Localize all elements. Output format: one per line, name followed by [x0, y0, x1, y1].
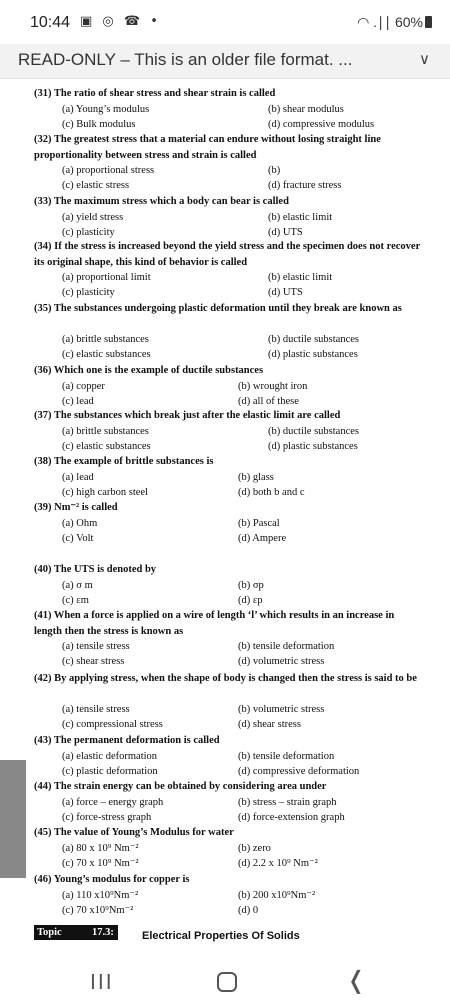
option-a: (a) brittle substances [62, 334, 149, 345]
option-a: (a) brittle substances [62, 426, 149, 437]
status-right [357, 14, 432, 31]
option-b: (b) shear modulus [268, 104, 344, 115]
option-d: (d) compressive modulus [268, 119, 375, 130]
question-text: (43) The permanent deformation is called [34, 735, 220, 746]
option-c: (c) Bulk modulus [62, 119, 136, 130]
option-d: (d) both b and c [238, 487, 305, 498]
option-d: (d) force-extension graph [238, 812, 345, 823]
option-d: (d) volumetric stress [238, 656, 325, 667]
question-text: (40) The UTS is denoted by [34, 564, 157, 575]
question-text: (41) When a force is applied on a wire of length ‘l’ which results in an increase in length then the stress is known as [34, 610, 395, 637]
option-c: (c) elastic substances [62, 441, 151, 452]
option-d: (d) 0 [238, 905, 259, 916]
status-bar [0, 0, 450, 44]
option-c: (c) 70 x 10⁹ Nm⁻² [62, 858, 139, 869]
status-time: 10:44 [30, 14, 71, 31]
topic-label-box [34, 925, 118, 940]
option-b: (b) tensile deformation [238, 641, 335, 652]
option-b: (b) wrought iron [238, 381, 308, 392]
option-d: (d) εp [238, 595, 263, 606]
question-text: (34) If the stress is increased beyond the yield stress and the specimen does not recover its original shape, this kind of behavior is called [34, 241, 421, 268]
question-text: (33) The maximum stress which a body can bear is called [34, 196, 289, 207]
scroll-thumb[interactable] [0, 760, 26, 878]
wifi-signal-icon: ◠ .∣∣ [357, 14, 392, 30]
option-c: (c) plasticity [62, 227, 115, 238]
option-b: (b) σp [238, 580, 264, 591]
question-text: (39) Nm⁻² is called [34, 502, 118, 513]
option-b: (b) volumetric stress [238, 704, 325, 715]
notification-icons: ▣ ◎ ☎ • [80, 14, 161, 29]
option-c: (c) plasticity [62, 287, 115, 298]
chevron-down-icon[interactable]: ∨ [419, 50, 430, 68]
option-b: (b) stress – strain graph [238, 797, 337, 808]
question-text: (45) The value of Young’s Modulus for water [34, 827, 234, 838]
option-a: (a) Ohm [62, 518, 98, 529]
option-c: (c) compressional stress [62, 719, 163, 730]
option-b: (b) elastic limit [268, 212, 333, 223]
topic-number: 17.3: [92, 927, 114, 938]
read-only-banner[interactable] [0, 44, 450, 79]
option-a: (a) tensile stress [62, 704, 130, 715]
option-a: (a) proportional limit [62, 272, 151, 283]
question-text: (35) The substances undergoing plastic deformation until they break are known as [34, 303, 402, 314]
option-c: (c) plastic deformation [62, 766, 158, 777]
option-d: (d) plastic substances [268, 441, 358, 452]
question-text: (42) By applying stress, when the shape of body is changed then the stress is said to be [34, 673, 417, 684]
option-d: (d) fracture stress [268, 180, 342, 191]
option-a: (a) proportional stress [62, 165, 155, 176]
option-d: (d) UTS [268, 287, 303, 298]
question-text: (32) The greatest stress that a material can endure without losing straight line proportionality between stress and strain is called [34, 134, 381, 161]
option-d: (d) UTS [268, 227, 303, 238]
option-b: (b) glass [238, 472, 274, 483]
battery-percent: 60% [394, 14, 423, 30]
option-a: (a) 110 x10⁹Nm⁻² [62, 890, 139, 901]
document-page[interactable] [0, 80, 450, 950]
battery-icon [425, 16, 432, 28]
option-c: (c) lead [62, 396, 94, 407]
option-a: (a) copper [62, 381, 105, 392]
option-a: (a) Young’s modulus [62, 104, 150, 115]
option-b: (b) [268, 165, 281, 176]
navigation-bar [0, 952, 450, 1002]
option-a: (a) 80 x 10⁹ Nm⁻² [62, 843, 139, 854]
banner-text: READ-ONLY – This is an older file format. ... [18, 50, 353, 69]
option-a: (a) lead [62, 472, 94, 483]
option-a: (a) tensile stress [62, 641, 130, 652]
back-button[interactable]: ❬ [346, 966, 367, 994]
option-d: (d) Ampere [238, 533, 287, 544]
question-text: (36) Which one is the example of ductile substances [34, 365, 264, 376]
option-b: (b) ductile substances [268, 426, 359, 437]
option-d: (d) 2.2 x 10⁹ Nm⁻² [238, 858, 318, 869]
option-a: (a) force – energy graph [62, 797, 164, 808]
option-c: (c) εm [62, 595, 89, 606]
question-text: (31) The ratio of shear stress and shear strain is called [34, 88, 276, 99]
option-c: (c) shear stress [62, 656, 125, 667]
option-a: (a) elastic deformation [62, 751, 158, 762]
option-c: (c) high carbon steel [62, 487, 149, 498]
option-b: (b) Pascal [238, 518, 280, 529]
question-text: (37) The substances which break just after the elastic limit are called [34, 410, 341, 421]
option-b: (b) zero [238, 843, 271, 854]
question-text: (44) The strain energy can be obtained by considering area under [34, 781, 327, 792]
option-c: (c) force-stress graph [62, 812, 152, 823]
question-text: (46) Young’s modulus for copper is [34, 874, 190, 885]
option-b: (b) ductile substances [268, 334, 359, 345]
option-b: (b) tensile deformation [238, 751, 335, 762]
home-button[interactable] [217, 972, 237, 992]
topic-title: Electrical Properties Of Solids [142, 930, 300, 942]
option-b: (b) 200 x10⁹Nm⁻² [238, 890, 316, 901]
option-c: (c) Volt [62, 533, 94, 544]
option-c: (c) 70 x10⁹Nm⁻² [62, 905, 134, 916]
topic-label: Topic [37, 927, 62, 938]
option-c: (c) elastic stress [62, 180, 130, 191]
option-d: (d) plastic substances [268, 349, 358, 360]
option-a: (a) σ m [62, 580, 93, 591]
option-d: (d) shear stress [238, 719, 301, 730]
question-text: (38) The example of brittle substances is [34, 456, 214, 467]
option-d: (d) compressive deformation [238, 766, 360, 777]
option-a: (a) yield stress [62, 212, 124, 223]
recent-apps-button[interactable]: III [90, 970, 114, 994]
option-c: (c) elastic substances [62, 349, 151, 360]
option-b: (b) elastic limit [268, 272, 333, 283]
option-d: (d) all of these [238, 396, 299, 407]
